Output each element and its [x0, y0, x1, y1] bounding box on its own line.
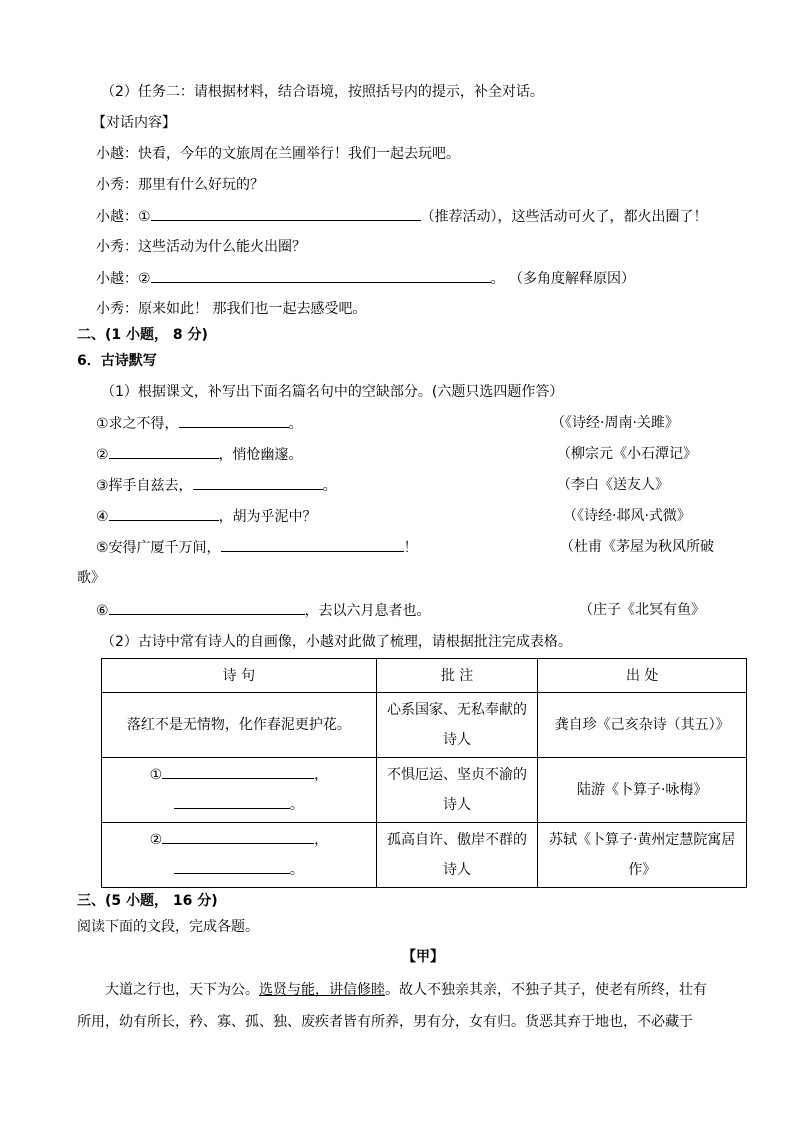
table-row-3-source [538, 823, 747, 888]
table-row-3-line-b [106, 855, 372, 885]
section-3-intro: 阅读下面的文段，完成各题。 [77, 919, 259, 935]
table-row-2-line [102, 758, 377, 823]
recite-item-1-pre: ①求之不得， [96, 416, 179, 432]
poet-portrait-table [101, 658, 747, 888]
passage-line-1-b: 。故人不独亲其亲，不独子其子，使老有所终，壮有 [385, 982, 707, 998]
table-row-2-line-a [106, 760, 372, 790]
table-row-2-note-a: 不惧厄运、坚贞不渝的 [387, 767, 528, 783]
table-row-3-period: 。 [289, 862, 304, 878]
dialogue-line-5 [96, 268, 635, 289]
table-row-3-source-a: 苏轼《卜算子·黄州定慧院寓居 [548, 832, 736, 848]
task2-instruction: （2）任务二：请根据材料，结合语境，按照括号内的提示，补全对话。 [101, 84, 544, 100]
table-header-row [102, 659, 747, 693]
table-row-3-note-b: 诗人 [443, 862, 472, 878]
recite-item-2 [96, 444, 303, 465]
dialogue-line-1: 小越：快看，今年的文旅周在兰圃举行！我们一起去玩吧。 [96, 146, 460, 162]
recite-item-2-source: （柳宗元《小石潭记》 [557, 446, 697, 462]
recite-item-1-source: （《诗经·周南·关雎》 [551, 415, 679, 431]
table-row-3-index: ② [149, 832, 163, 848]
table-row-3-line-a [106, 825, 372, 855]
recite-item-6-post: ，去以六月息者也。 [304, 603, 431, 619]
recite-item-2-pre: ② [96, 447, 109, 463]
table-blank-3b[interactable] [174, 859, 290, 874]
table-row-2-note-b: 诗人 [443, 797, 472, 813]
recite-blank-1[interactable] [179, 413, 289, 428]
table-row-1-note [376, 693, 538, 758]
table-blank-2b[interactable] [174, 794, 290, 809]
recite-item-3 [96, 475, 337, 496]
table-row-2-index: ① [149, 767, 163, 783]
table-row-1-source: 龚自珍《己亥杂诗（其五）》 [538, 693, 747, 758]
table-row-1-line: 落红不是无情物，化作春泥更护花。 [102, 693, 377, 758]
recite-item-5-source-cont: 歌》 [77, 570, 105, 586]
table-row-2-period: 。 [289, 797, 304, 813]
table-row [102, 693, 747, 758]
dialogue-line-2: 小秀：那里有什么好玩的？ [96, 177, 264, 193]
table-row-2-comma: ， [314, 767, 329, 783]
passage-jia-line-2: 所用，幼有所长，矜、寡、孤、独、废疾者皆有所养，男有分，女有归。货恶其弃于地也，不必藏于 [77, 1014, 693, 1030]
question-6-sub1: （1）根据课文，补写出下面名篇名句中的空缺部分。(六题只选四题作答） [101, 384, 564, 400]
section-3-title: 三、(5 小题， 16 分) [77, 893, 218, 909]
recite-blank-5[interactable] [221, 537, 404, 552]
recite-item-5-source: （杜甫《茅屋为秋风所破 [560, 539, 714, 555]
recite-item-5-pre: ⑤安得广厦千万间， [96, 540, 221, 556]
question-6-sub2: （2）古诗中常有诗人的自画像，小越对此做了梳理，请根据批注完成表格。 [101, 634, 572, 650]
recite-blank-3[interactable] [193, 475, 323, 490]
recite-item-4-pre: ④ [96, 509, 109, 525]
passage-jia-line-1 [105, 980, 707, 1000]
table-row-3-comma: ， [314, 832, 329, 848]
table-header-line: 诗 句 [102, 659, 377, 693]
recite-blank-2[interactable] [109, 444, 219, 459]
table-blank-2a[interactable] [162, 764, 314, 779]
dialogue-line-6: 小秀：原来如此！ 那我们也一起去感受吧。 [96, 301, 367, 317]
table-row-2-source: 陆游《卜算子·咏梅》 [538, 758, 747, 823]
table-row-1-note-b: 诗人 [443, 732, 472, 748]
table-row-3-note-a: 孤高自许、傲岸不群的 [387, 832, 528, 848]
table-row-1-note-a: 心系国家、无私奉献的 [387, 702, 528, 718]
passage-line-1-a: 大道之行也，天下为公。 [105, 982, 259, 998]
dialogue-line-5-suffix: 。 （多角度解释原因） [490, 271, 636, 287]
dialogue-heading: 【对话内容】 [92, 115, 176, 131]
recite-item-4 [96, 506, 317, 527]
recite-item-3-post: 。 [322, 478, 337, 494]
passage-underlined-phrase: 选贤与能，讲信修睦 [259, 982, 385, 998]
table-row [102, 758, 747, 823]
dialogue-line-3-prefix: 小越：① [96, 209, 151, 225]
table-header-source: 出 处 [538, 659, 747, 693]
dialogue-line-3 [96, 206, 708, 227]
table-row-3-note [376, 823, 538, 888]
table-row-2-note [376, 758, 538, 823]
passage-jia-label: 【甲】 [402, 949, 444, 965]
table-row-3-line [102, 823, 377, 888]
recite-item-6-pre: ⑥ [96, 603, 109, 619]
table-row-2-line-b [106, 790, 372, 820]
recite-item-1 [96, 413, 303, 434]
recite-item-5 [96, 537, 418, 558]
recite-blank-4[interactable] [109, 506, 219, 521]
table-row [102, 823, 747, 888]
dialogue-line-4: 小秀：这些活动为什么能火出圈？ [96, 239, 306, 255]
answer-blank-2[interactable] [151, 268, 491, 283]
question-6-title: 6．古诗默写 [77, 353, 157, 369]
recite-item-3-source: （李白《送友人》 [557, 477, 669, 493]
table-row-3-source-b: 作》 [628, 862, 657, 878]
recite-item-4-post: ，胡为乎泥中？ [218, 509, 317, 525]
recite-item-4-source: （《诗经·邶风·式微》 [563, 508, 691, 524]
recite-item-2-post: ，悄怆幽邃。 [218, 447, 303, 463]
recite-item-5-post: ！ [403, 540, 418, 556]
recite-item-3-pre: ③挥手自兹去， [96, 478, 193, 494]
dialogue-line-3-suffix: （推荐活动），这些活动可火了，都火出圈了！ [420, 209, 708, 225]
recite-blank-6[interactable] [109, 600, 305, 615]
answer-blank-1[interactable] [151, 206, 421, 221]
table-header-note: 批 注 [376, 659, 538, 693]
recite-item-6-source: （庄子《北冥有鱼》 [579, 602, 705, 618]
dialogue-line-5-prefix: 小越：② [96, 271, 151, 287]
section-2-title: 二、(1 小题， 8 分) [77, 327, 208, 343]
recite-item-1-post: 。 [288, 416, 303, 432]
recite-item-6 [96, 600, 431, 621]
table-blank-3a[interactable] [162, 829, 314, 844]
